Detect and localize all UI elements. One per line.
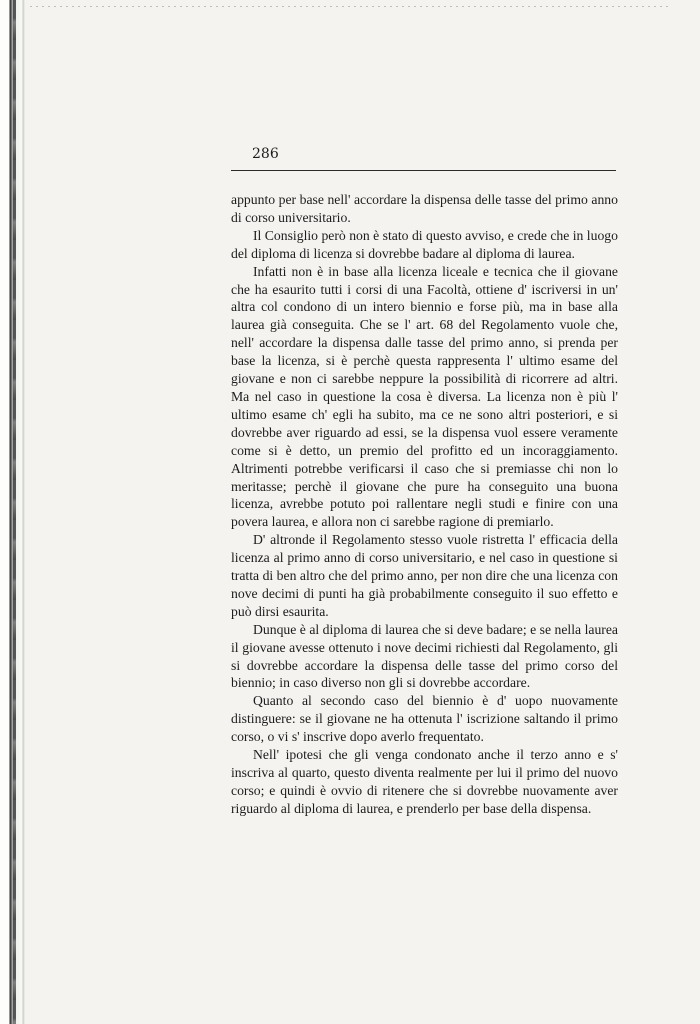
page-number: 286	[252, 146, 279, 162]
body-text	[231, 191, 618, 818]
paragraph: Infatti non è in base alla licenza liceale e tecnica che il giovane che ha esaurito tutti i corsi di una Facoltà, ottiene d' iscriversi in un' altra col condono di un intero biennio e forse più, ma in base alla laurea già conseguita. Che se l' art. 68 del Regolamento vuole che, nell' accordare la dispensa dalle tasse del primo anno, si prenda per base la licenza, si è perchè questa rappresenta l' ultimo esame del giovane e non ci sarebbe neppure la possibilità di ricorrere ad altri. Ma nel caso in questione la cosa è diversa. La licenza non è più l' ultimo esame ch' egli ha subito, ma ce ne sono altri posteriori, e si dovrebbe aver riguardo ad essi, se la dispensa vuol essere veramente come si è detto, un premio del profitto ed un incoraggiamento. Altrimenti potrebbe verificarsi il caso che si premiasse chi non lo meritasse; perchè il giovane che pure ha conseguito una buona licenza, avrebbe potuto poi rallentare negli studi e finire con una povera laurea, e allora non ci sarebbe ragione di premiarlo.	[231, 263, 618, 530]
top-scan-edge	[30, 6, 670, 7]
page-header	[231, 146, 616, 172]
paragraph: Quanto al secondo caso del biennio è d' uopo nuovamente distinguere: se il giovane ne ha ottenuta l' iscrizione saltando il primo corso, o vi s' inscrive dopo averlo frequentato.	[231, 693, 618, 745]
paragraph: Il Consiglio però non è stato di questo avviso, e crede che in luogo del diploma di licenza si dovrebbe badare al diploma di laurea.	[231, 227, 618, 261]
paragraph: D' altronde il Regolamento stesso vuole ristretta l' efficacia della licenza al primo anno di corso universitario, e nel caso in questione si tratta di ben altro che del primo anno, per non dire che una licenza con nove decimi di punti ha già probabilmente conseguito il suo effetto e può dirsi esaurita.	[231, 532, 618, 619]
book-binding-edge	[0, 0, 46, 1024]
paragraph: Dunque è al diploma di laurea che si deve badare; e se nella laurea il giovane avesse ottenuto i nove decimi richiesti dal Regolamento, gli si dovrebbe accordare la dispensa delle tasse del primo corso del biennio; in caso diverso non gli si dovrebbe accordare.	[231, 621, 618, 691]
gutter-shadow	[13, 0, 16, 1024]
paragraph: appunto per base nell' accordare la dispensa delle tasse del primo anno di corso universitario.	[231, 192, 618, 225]
header-rule	[231, 170, 616, 171]
paragraph: Nell' ipotesi che gli venga condonato anche il terzo anno e s' inscriva al quarto, questo diventa realmente per lui il primo del nuovo corso; e quindi è ovvio di ritenere che si dovrebbe nuovamente aver riguardo al diploma di laurea, e prenderlo per base della dispensa.	[231, 747, 618, 816]
